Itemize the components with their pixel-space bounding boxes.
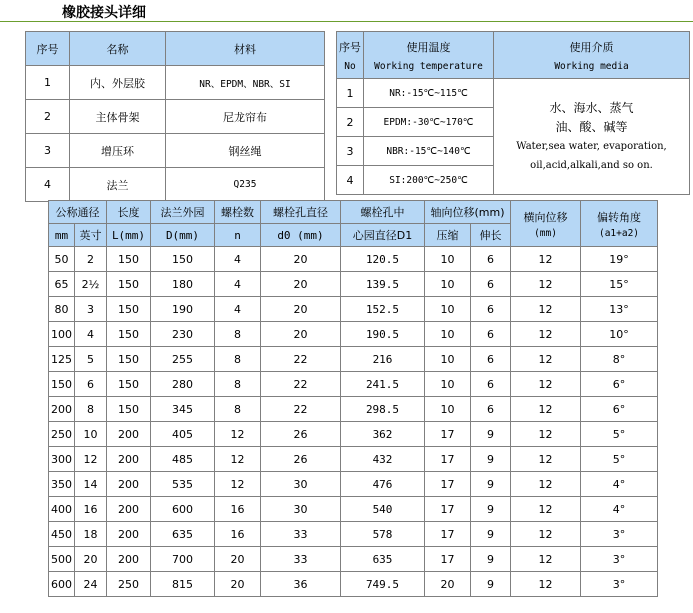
dimension-cell: 200 — [107, 497, 151, 522]
dimension-cell: 4 — [215, 297, 261, 322]
dimension-cell: 12 — [511, 572, 581, 597]
dimension-table — [48, 200, 658, 597]
dimension-cell: 12 — [511, 547, 581, 572]
dimension-cell: 152.5 — [341, 297, 425, 322]
dimension-cell: 9 — [471, 472, 511, 497]
dimension-cell: 476 — [341, 472, 425, 497]
dimension-cell: 20 — [261, 247, 341, 272]
dimension-cell: 3° — [581, 522, 658, 547]
dimension-cell: 450 — [49, 522, 75, 547]
conditions-cell: 1 — [337, 79, 364, 108]
dimension-cell: 500 — [49, 547, 75, 572]
dimension-cell: 150 — [151, 247, 215, 272]
conditions-cell: 3 — [337, 137, 364, 166]
dimension-cell: 190.5 — [341, 322, 425, 347]
header-lateral-unit: (mm) — [534, 227, 557, 239]
header-mm: mm — [49, 224, 75, 247]
conditions-header-media-en: Working media — [554, 60, 629, 72]
dimension-cell: 5° — [581, 447, 658, 472]
dimension-cell: 65 — [49, 272, 75, 297]
header-angle — [581, 201, 658, 247]
materials-cell: 尼龙帘布 — [166, 100, 325, 134]
dimension-cell: 3 — [75, 297, 107, 322]
conditions-table — [336, 31, 690, 195]
dimension-cell: 139.5 — [341, 272, 425, 297]
dimension-cell: 150 — [107, 397, 151, 422]
dimension-cell: 2½ — [75, 272, 107, 297]
dimension-cell: 241.5 — [341, 372, 425, 397]
header-nominal: 公称通径 — [49, 201, 107, 224]
dimension-cell: 635 — [151, 522, 215, 547]
dimension-cell: 815 — [151, 572, 215, 597]
media-line: oil,acid,alkali,and so on. — [530, 159, 653, 171]
dimension-cell: 10 — [425, 272, 471, 297]
header-lateral-label: 横向位移 — [523, 210, 568, 224]
dimension-cell: 10 — [425, 297, 471, 322]
dimension-cell: 12 — [511, 472, 581, 497]
dimension-cell: 10° — [581, 322, 658, 347]
table-row — [49, 397, 658, 422]
dimension-cell: 12 — [511, 422, 581, 447]
dimension-cell: 250 — [49, 422, 75, 447]
dimension-cell: 17 — [425, 547, 471, 572]
dimension-cell: 600 — [151, 497, 215, 522]
dimension-cell: 26 — [261, 422, 341, 447]
table-row — [49, 272, 658, 297]
dimension-cell: 125 — [49, 347, 75, 372]
header-bolt-circle-2: 心园直径D1 — [341, 224, 425, 247]
dimension-cell: 540 — [341, 497, 425, 522]
dimension-cell: 200 — [107, 472, 151, 497]
dimension-cell: 635 — [341, 547, 425, 572]
dimension-cell: 20 — [75, 547, 107, 572]
table-row — [49, 322, 658, 347]
table-row — [26, 66, 325, 100]
dimension-cell: 9 — [471, 522, 511, 547]
dimension-cell: 6 — [471, 247, 511, 272]
header-axial: 轴向位移(mm) — [425, 201, 511, 224]
materials-header-no: 序号 — [26, 32, 70, 66]
dimension-cell: 12 — [511, 247, 581, 272]
header-angle-label: 偏转角度 — [597, 210, 642, 224]
header-bolt-hole-dia-unit: d0 (mm) — [261, 224, 341, 247]
dimension-cell: 200 — [107, 522, 151, 547]
dimension-cell: 30 — [261, 497, 341, 522]
dimension-cell: 9 — [471, 497, 511, 522]
materials-cell: 内、外层胶 — [70, 66, 166, 100]
dimension-cell: 200 — [49, 397, 75, 422]
dimension-cell: 26 — [261, 447, 341, 472]
conditions-media-cell — [494, 79, 690, 195]
dimension-cell: 600 — [49, 572, 75, 597]
header-extend: 伸长 — [471, 224, 511, 247]
dimension-cell: 150 — [107, 372, 151, 397]
dimension-cell: 22 — [261, 397, 341, 422]
dimension-cell: 4° — [581, 472, 658, 497]
dimension-cell: 100 — [49, 322, 75, 347]
materials-cell: 主体骨架 — [70, 100, 166, 134]
dimension-cell: 10 — [425, 372, 471, 397]
conditions-header-row — [337, 32, 690, 79]
dimension-cell: 10 — [425, 247, 471, 272]
dimension-cell: 13° — [581, 297, 658, 322]
conditions-cell: 4 — [337, 166, 364, 195]
dimension-cell: 20 — [261, 297, 341, 322]
dimension-cell: 15° — [581, 272, 658, 297]
dimension-cell: 345 — [151, 397, 215, 422]
dimension-cell: 24 — [75, 572, 107, 597]
dimension-cell: 12 — [511, 372, 581, 397]
dimension-cell: 8° — [581, 347, 658, 372]
header-flange-od-unit: D(mm) — [151, 224, 215, 247]
header-lateral — [511, 201, 581, 247]
header-flange-od: 法兰外园 — [151, 201, 215, 224]
table-row — [49, 497, 658, 522]
materials-cell: 2 — [26, 100, 70, 134]
dimension-cell: 17 — [425, 472, 471, 497]
dimension-cell: 17 — [425, 497, 471, 522]
table-row — [49, 297, 658, 322]
dimension-cell: 230 — [151, 322, 215, 347]
dimension-cell: 120.5 — [341, 247, 425, 272]
dimension-cell: 10 — [425, 347, 471, 372]
dimension-cell: 20 — [215, 572, 261, 597]
dimension-cell: 12 — [511, 347, 581, 372]
table-row — [49, 522, 658, 547]
header-bolt-circle-1: 螺栓孔中 — [341, 201, 425, 224]
conditions-header-media-cn: 使用介质 — [569, 40, 614, 54]
dimension-cell: 20 — [215, 547, 261, 572]
materials-header-name: 名称 — [70, 32, 166, 66]
materials-cell: 3 — [26, 134, 70, 168]
conditions-header-temp — [364, 32, 494, 79]
dimension-cell: 280 — [151, 372, 215, 397]
conditions-header-temp-cn: 使用温度 — [406, 40, 451, 54]
dimension-cell: 12 — [511, 397, 581, 422]
dimension-cell: 50 — [49, 247, 75, 272]
dimension-cell: 22 — [261, 372, 341, 397]
dimension-cell: 180 — [151, 272, 215, 297]
dimension-body — [49, 247, 658, 597]
dimension-cell: 150 — [107, 297, 151, 322]
conditions-cell: NR:-15℃~115℃ — [364, 79, 494, 108]
header-inch: 英寸 — [75, 224, 107, 247]
dimension-cell: 150 — [49, 372, 75, 397]
dimension-cell: 8 — [215, 322, 261, 347]
dimension-cell: 33 — [261, 522, 341, 547]
dimension-cell: 250 — [107, 572, 151, 597]
dimension-cell: 12 — [511, 322, 581, 347]
dimension-cell: 16 — [75, 497, 107, 522]
dimension-cell: 405 — [151, 422, 215, 447]
dimension-cell: 12 — [215, 422, 261, 447]
dimension-cell: 12 — [511, 297, 581, 322]
conditions-cell: 2 — [337, 108, 364, 137]
dimension-cell: 20 — [425, 572, 471, 597]
materials-cell: 1 — [26, 66, 70, 100]
dimension-cell: 9 — [471, 572, 511, 597]
dimension-cell: 17 — [425, 422, 471, 447]
dimension-cell: 9 — [471, 447, 511, 472]
dimension-cell: 749.5 — [341, 572, 425, 597]
dimension-cell: 12 — [75, 447, 107, 472]
dimension-cell: 12 — [511, 447, 581, 472]
dimension-cell: 18 — [75, 522, 107, 547]
table-row — [26, 100, 325, 134]
materials-header-material: 材料 — [166, 32, 325, 66]
table-row — [49, 347, 658, 372]
conditions-header-no-cn: 序号 — [339, 40, 361, 54]
conditions-header-no-en: No — [344, 60, 356, 72]
table-row — [49, 422, 658, 447]
media-line: Water,sea water, evaporation, — [516, 140, 667, 152]
materials-cell: NR、EPDM、NBR、SI — [166, 66, 325, 100]
materials-cell: 4 — [26, 168, 70, 202]
dimension-cell: 150 — [107, 247, 151, 272]
dimension-cell: 12 — [215, 472, 261, 497]
dimension-header-row-1 — [49, 201, 658, 224]
dimension-cell: 12 — [511, 272, 581, 297]
conditions-header-media — [494, 32, 690, 79]
title-divider — [0, 21, 693, 22]
dimension-cell: 16 — [215, 522, 261, 547]
conditions-header-temp-en: Working temperature — [374, 60, 483, 72]
table-row — [49, 372, 658, 397]
dimension-cell: 432 — [341, 447, 425, 472]
dimension-cell: 3° — [581, 572, 658, 597]
dimension-cell: 8 — [215, 347, 261, 372]
dimension-cell: 200 — [107, 547, 151, 572]
dimension-cell: 10 — [75, 422, 107, 447]
dimension-cell: 19° — [581, 247, 658, 272]
table-row — [49, 472, 658, 497]
header-length: 长度 — [107, 201, 151, 224]
dimension-cell: 6° — [581, 397, 658, 422]
dimension-cell: 400 — [49, 497, 75, 522]
conditions-cell: NBR:-15℃~140℃ — [364, 137, 494, 166]
dimension-cell: 6 — [471, 322, 511, 347]
dimension-cell: 9 — [471, 547, 511, 572]
dimension-cell: 6 — [75, 372, 107, 397]
dimension-cell: 6 — [471, 397, 511, 422]
dimension-cell: 6 — [471, 372, 511, 397]
dimension-cell: 33 — [261, 547, 341, 572]
dimension-cell: 17 — [425, 447, 471, 472]
dimension-cell: 30 — [261, 472, 341, 497]
dimension-cell: 4 — [215, 247, 261, 272]
header-compress: 压缩 — [425, 224, 471, 247]
conditions-cell: SI:200℃~250℃ — [364, 166, 494, 195]
table-row — [49, 447, 658, 472]
dimension-cell: 362 — [341, 422, 425, 447]
dimension-cell: 4 — [215, 272, 261, 297]
table-row — [26, 168, 325, 202]
media-line: 油、酸、碱等 — [555, 119, 628, 134]
table-row — [49, 247, 658, 272]
dimension-cell: 150 — [107, 322, 151, 347]
table-row — [26, 134, 325, 168]
dimension-cell: 12 — [215, 447, 261, 472]
header-bolt-count: 螺栓数 — [215, 201, 261, 224]
dimension-cell: 4 — [75, 322, 107, 347]
dimension-cell: 578 — [341, 522, 425, 547]
header-bolt-hole-dia: 螺栓孔直径 — [261, 201, 341, 224]
dimension-cell: 300 — [49, 447, 75, 472]
media-line: 水、海水、蒸气 — [549, 100, 634, 115]
table-row — [49, 547, 658, 572]
conditions-cell: EPDM:-30℃~170℃ — [364, 108, 494, 137]
table-row — [49, 572, 658, 597]
dimension-cell: 700 — [151, 547, 215, 572]
dimension-cell: 14 — [75, 472, 107, 497]
dimension-cell: 150 — [107, 347, 151, 372]
conditions-header-no — [337, 32, 364, 79]
dimension-cell: 20 — [261, 322, 341, 347]
dimension-cell: 150 — [107, 272, 151, 297]
materials-cell: 增压环 — [70, 134, 166, 168]
dimension-cell: 8 — [215, 397, 261, 422]
table-row — [337, 79, 690, 108]
dimension-cell: 5 — [75, 347, 107, 372]
dimension-cell: 200 — [107, 422, 151, 447]
dimension-cell: 8 — [215, 372, 261, 397]
dimension-cell: 8 — [75, 397, 107, 422]
page-title: 橡胶接头详细 — [62, 5, 146, 21]
dimension-cell: 2 — [75, 247, 107, 272]
dimension-cell: 3° — [581, 547, 658, 572]
dimension-cell: 190 — [151, 297, 215, 322]
dimension-cell: 6 — [471, 347, 511, 372]
dimension-cell: 10 — [425, 397, 471, 422]
header-angle-unit: (a1+a2) — [598, 227, 640, 239]
materials-cell: Q235 — [166, 168, 325, 202]
dimension-cell: 200 — [107, 447, 151, 472]
dimension-cell: 22 — [261, 347, 341, 372]
dimension-cell: 12 — [511, 497, 581, 522]
dimension-cell: 20 — [261, 272, 341, 297]
dimension-cell: 4° — [581, 497, 658, 522]
dimension-cell: 485 — [151, 447, 215, 472]
dimension-cell: 36 — [261, 572, 341, 597]
dimension-cell: 5° — [581, 422, 658, 447]
dimension-cell: 535 — [151, 472, 215, 497]
dimension-cell: 6 — [471, 297, 511, 322]
dimension-cell: 298.5 — [341, 397, 425, 422]
dimension-cell: 17 — [425, 522, 471, 547]
dimension-cell: 6° — [581, 372, 658, 397]
materials-cell: 钢丝绳 — [166, 134, 325, 168]
materials-table — [25, 31, 325, 202]
dimension-cell: 12 — [511, 522, 581, 547]
dimension-cell: 350 — [49, 472, 75, 497]
dimension-cell: 9 — [471, 422, 511, 447]
dimension-cell: 6 — [471, 272, 511, 297]
header-bolt-count-unit: n — [215, 224, 261, 247]
dimension-cell: 10 — [425, 322, 471, 347]
materials-cell: 法兰 — [70, 168, 166, 202]
header-length-unit: L(mm) — [107, 224, 151, 247]
dimension-cell: 255 — [151, 347, 215, 372]
dimension-cell: 216 — [341, 347, 425, 372]
dimension-cell: 16 — [215, 497, 261, 522]
materials-header-row — [26, 32, 325, 66]
dimension-cell: 80 — [49, 297, 75, 322]
